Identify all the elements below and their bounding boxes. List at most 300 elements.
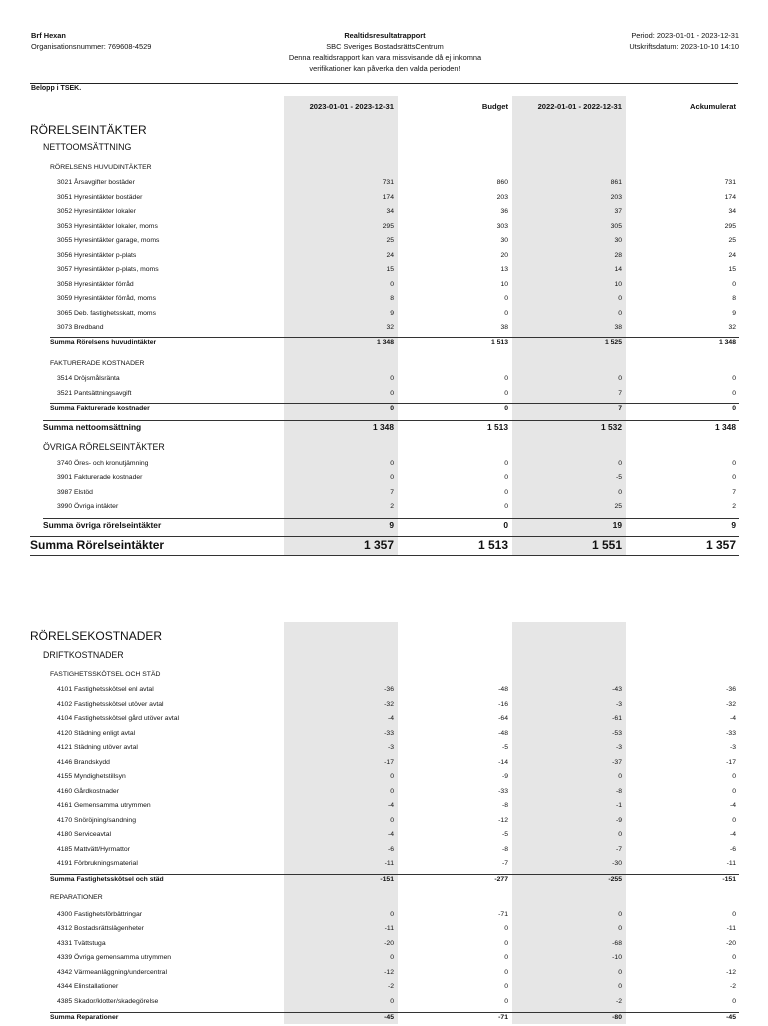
cell-prior-period: 0 (618, 489, 622, 496)
subtotal-divider (43, 420, 739, 421)
cell-current-period: 8 (390, 295, 394, 302)
row-label: 3987 Elstöd (57, 489, 93, 496)
cell-current-period: 0 (390, 390, 394, 397)
cell-accumulated: 1 348 (718, 339, 736, 346)
cell-current-period: 0 (390, 817, 394, 824)
cell-accumulated: -11 (726, 925, 736, 932)
cell-current-period: 1 348 (373, 422, 394, 432)
row-label: 4331 Tvättstuga (57, 940, 106, 947)
cell-accumulated: 9 (731, 520, 736, 530)
cell-budget: 1 513 (477, 538, 508, 552)
section-heading-rorelsekostnader (0, 629, 768, 641)
line-item-3987-elstod (0, 489, 768, 501)
line-item-4300-fastighetsforbattringar (0, 911, 768, 923)
cell-current-period: 0 (390, 375, 394, 382)
cell-budget: 0 (504, 460, 508, 467)
line-item-3514-drojsmalsranta (0, 375, 768, 387)
cell-budget: 0 (504, 503, 508, 510)
subtotal-divider (30, 555, 739, 556)
cell-budget: -64 (498, 715, 508, 722)
cell-accumulated: 1 357 (705, 538, 736, 552)
row-label: 3065 Deb. fastighetsskatt, moms (57, 310, 156, 317)
cell-budget: -48 (498, 686, 508, 693)
section-heading-driftkostnader (0, 650, 768, 662)
cell-prior-period: -37 (612, 759, 622, 766)
cell-current-period: -4 (387, 802, 394, 809)
line-item-4146-brandskydd (0, 759, 768, 771)
cell-accumulated: 0 (732, 998, 736, 1005)
cell-budget: 20 (500, 252, 508, 259)
column-header-accumulated: Ackumulerat (689, 102, 736, 111)
subtotal-row-summa-fakturerade-kostnader (0, 405, 768, 417)
cell-current-period: 0 (390, 773, 394, 780)
cell-budget: 860 (496, 179, 508, 186)
row-label: FASTIGHETSSKÖTSEL OCH STÄD (50, 671, 161, 678)
line-item-3053-hyresintakter-lokaler-moms (0, 223, 768, 235)
report-provider: SBC Sveriges BostadsrättsCentrum (326, 42, 444, 51)
row-label: 4120 Städning enligt avtal (57, 730, 136, 737)
cell-prior-period: -53 (612, 730, 622, 737)
cell-accumulated: 9 (732, 310, 736, 317)
cell-current-period: -11 (384, 860, 394, 867)
cell-budget: 13 (500, 266, 508, 273)
line-item-3073-bredband (0, 324, 768, 336)
cell-accumulated: 1 348 (715, 422, 736, 432)
cell-budget: 0 (504, 405, 508, 412)
cell-prior-period: -30 (612, 860, 622, 867)
row-label: ÖVRIGA RÖRELSEINTÄKTER (43, 442, 165, 452)
row-label: 4185 Mattvätt/Hyrmattor (57, 846, 130, 853)
cell-budget: -16 (498, 701, 508, 708)
cell-budget: 203 (496, 194, 508, 201)
cell-budget: 0 (504, 983, 508, 990)
line-item-4339-ovriga-gemensamma-utrymmen (0, 954, 768, 966)
cell-prior-period: 0 (618, 460, 622, 467)
cell-accumulated: 0 (732, 788, 736, 795)
cell-prior-period: 0 (618, 969, 622, 976)
line-item-3021-arsavgifter-bostader (0, 179, 768, 191)
line-item-3058-hyresintakter-forrad (0, 281, 768, 293)
report-disclaimer-line2: verifikationer kan påverka den valda perioden! (309, 64, 461, 73)
cell-prior-period: 0 (618, 831, 622, 838)
cell-prior-period: 28 (614, 252, 622, 259)
subtotal-divider (50, 1012, 739, 1013)
row-label: Summa Rörelsens huvudintäkter (50, 339, 157, 346)
line-item-4160-gardkostnader (0, 788, 768, 800)
company-name: Brf Hexan (31, 31, 66, 40)
cell-budget: -8 (501, 846, 508, 853)
cell-prior-period: -7 (615, 846, 622, 853)
row-label: 4385 Skador/klotter/skadegörelse (57, 998, 159, 1005)
row-label: Summa nettoomsättning (43, 422, 142, 432)
row-label: 3053 Hyresintäkter lokaler, moms (57, 223, 158, 230)
line-item-3901-fakturerade-kostnader (0, 474, 768, 486)
cell-prior-period: -80 (612, 1014, 622, 1021)
cell-current-period: 9 (389, 520, 394, 530)
cell-accumulated: -4 (729, 831, 736, 838)
cell-accumulated: -32 (726, 701, 736, 708)
cell-prior-period: 30 (614, 237, 622, 244)
cell-current-period: -32 (384, 701, 394, 708)
subtotal-row-summa-rorelseintakter (0, 538, 768, 550)
line-item-4102-fastighetsskotsel-utover-avtal (0, 701, 768, 713)
cell-prior-period: 38 (614, 324, 622, 331)
column-header-current-period: 2023-01-01 - 2023-12-31 (309, 102, 394, 111)
print-date: Utskriftsdatum: 2023-10-10 14:10 (629, 42, 739, 51)
row-label: Summa Fastighetsskötsel och städ (50, 876, 164, 883)
period-info (629, 30, 739, 52)
row-label: RÖRELSEINTÄKTER (30, 123, 147, 137)
cell-prior-period: -5 (615, 474, 622, 481)
row-label: 4160 Gårdkostnader (57, 788, 119, 795)
section-heading-rorelsens-huvudintakter (0, 164, 768, 176)
row-label: 3901 Fakturerade kostnader (57, 474, 143, 481)
cell-accumulated: -2 (729, 983, 736, 990)
row-label: 3056 Hyresintäkter p-plats (57, 252, 137, 259)
row-label: 4180 Serviceavtal (57, 831, 112, 838)
cell-accumulated: 0 (732, 954, 736, 961)
subtotal-divider (43, 518, 739, 519)
org-number: Organisationsnummer: 769608-4529 (31, 42, 152, 51)
report-disclaimer-line1: Denna realtidsrapport kan vara missvisande då ej inkomna (288, 53, 482, 62)
cell-prior-period: 14 (614, 266, 622, 273)
cell-budget: -12 (498, 817, 508, 824)
cell-current-period: 9 (390, 310, 394, 317)
line-item-4185-mattvatt-hyrmattor (0, 846, 768, 858)
cell-accumulated: -45 (726, 1014, 736, 1021)
row-label: 4300 Fastighetsförbättringar (57, 911, 143, 918)
cell-budget: -33 (498, 788, 508, 795)
cell-accumulated: 15 (728, 266, 736, 273)
cell-budget: 0 (504, 390, 508, 397)
cell-accumulated: 295 (724, 223, 736, 230)
row-label: 3073 Bredband (57, 324, 104, 331)
cell-prior-period: -255 (608, 876, 622, 883)
cell-budget: -71 (498, 911, 508, 918)
line-item-4385-skador-klotter-skadegorelse (0, 998, 768, 1010)
cell-accumulated: 0 (732, 405, 736, 412)
cell-budget: 0 (504, 489, 508, 496)
header-divider (30, 83, 738, 84)
row-label: 3059 Hyresintäkter förråd, moms (57, 295, 156, 302)
subtotal-row-summa-rorelsens-huvudintakter (0, 339, 768, 351)
cell-current-period: -36 (384, 686, 394, 693)
cell-current-period: -3 (387, 744, 394, 751)
cell-prior-period: 1 551 (591, 538, 622, 552)
line-item-4344-elinstallationer (0, 983, 768, 995)
line-item-4155-myndighetstillsyn (0, 773, 768, 785)
cell-budget: -5 (501, 831, 508, 838)
cell-prior-period: 1 525 (604, 339, 622, 346)
line-item-4121-stadning-utover-avtal (0, 744, 768, 756)
cell-budget: -14 (498, 759, 508, 766)
cell-prior-period: 19 (612, 520, 622, 530)
cell-accumulated: 24 (728, 252, 736, 259)
cell-prior-period: -2 (615, 998, 622, 1005)
cell-current-period: 174 (382, 194, 394, 201)
cell-current-period: -4 (387, 831, 394, 838)
cell-accumulated: 0 (732, 911, 736, 918)
subtotal-divider (30, 536, 739, 537)
row-label: 3051 Hyresintäkter bostäder (57, 194, 143, 201)
cell-budget: -277 (494, 876, 508, 883)
line-item-4331-tvattstuga (0, 940, 768, 952)
cell-current-period: 0 (390, 998, 394, 1005)
cell-current-period: -12 (384, 969, 394, 976)
row-label: 3057 Hyresintäkter p-plats, moms (57, 266, 159, 273)
cell-current-period: -33 (384, 730, 394, 737)
line-item-3051-hyresintakter-bostader (0, 194, 768, 206)
row-label: NETTOOMSÄTTNING (43, 142, 132, 152)
cell-accumulated: 25 (728, 237, 736, 244)
row-label: RÖRELSEKOSTNADER (30, 629, 163, 643)
line-item-3057-hyresintakter-p-plats-moms (0, 266, 768, 278)
cell-budget: 0 (504, 474, 508, 481)
row-label: 4312 Bostadsrättslägenheter (57, 925, 144, 932)
row-label: 4104 Fastighetsskötsel gård utöver avtal (57, 715, 180, 722)
cell-prior-period: -43 (612, 686, 622, 693)
row-label: 4170 Snöröjning/sandning (57, 817, 136, 824)
cell-prior-period: 0 (618, 295, 622, 302)
row-label: REPARATIONER (50, 894, 103, 901)
cell-budget: 0 (504, 310, 508, 317)
cell-accumulated: -4 (729, 715, 736, 722)
currency-note: Belopp i TSEK. (31, 85, 82, 92)
cell-current-period: 0 (390, 281, 394, 288)
row-label: Summa Rörelseintäkter (30, 538, 165, 552)
line-item-3740-ores-och-kronutjamning (0, 460, 768, 472)
cell-accumulated: -151 (722, 876, 736, 883)
cell-accumulated: -4 (729, 802, 736, 809)
line-item-3065-deb-fastighetsskatt-moms (0, 310, 768, 322)
cell-prior-period: 0 (618, 310, 622, 317)
row-label: 4102 Fastighetsskötsel utöver avtal (57, 701, 164, 708)
section-heading-reparationer (0, 894, 768, 906)
cell-accumulated: 731 (724, 179, 736, 186)
row-label: 4121 Städning utöver avtal (57, 744, 138, 751)
cell-prior-period: -3 (615, 701, 622, 708)
section-heading-fakturerade-kostnader (0, 360, 768, 372)
cell-current-period: -6 (387, 846, 394, 853)
row-label: 4161 Gemensamma utrymmen (57, 802, 151, 809)
cell-accumulated: 2 (732, 503, 736, 510)
cell-current-period: 0 (390, 474, 394, 481)
cell-accumulated: 7 (732, 489, 736, 496)
cell-prior-period: 7 (618, 390, 622, 397)
column-header-budget: Budget (481, 102, 508, 111)
row-label: 3055 Hyresintäkter garage, moms (57, 237, 160, 244)
cell-current-period: 0 (390, 460, 394, 467)
cell-prior-period: 1 532 (601, 422, 622, 432)
line-item-4180-serviceavtal (0, 831, 768, 843)
line-item-4170-snorojning-sandning (0, 817, 768, 829)
subtotal-divider (50, 403, 739, 404)
cell-current-period: 1 357 (363, 538, 394, 552)
cell-accumulated: 0 (732, 281, 736, 288)
row-label: 4191 Förbrukningsmaterial (57, 860, 138, 867)
cell-current-period: 32 (386, 324, 394, 331)
row-label: 4146 Brandskydd (57, 759, 110, 766)
cell-budget: 0 (504, 925, 508, 932)
cell-accumulated: -12 (726, 969, 736, 976)
cell-budget: -5 (501, 744, 508, 751)
cell-current-period: 0 (390, 405, 394, 412)
cell-current-period: 15 (386, 266, 394, 273)
line-item-3056-hyresintakter-p-plats (0, 252, 768, 264)
row-label: 3052 Hyresintäkter lokaler (57, 208, 136, 215)
section-heading-nettoomsattning (0, 142, 768, 154)
cell-accumulated: -20 (726, 940, 736, 947)
cell-budget: 0 (504, 375, 508, 382)
row-label: 3514 Dröjsmålsränta (57, 375, 120, 382)
row-label: Summa övriga rörelseintäkter (43, 520, 162, 530)
cell-accumulated: -3 (729, 744, 736, 751)
line-item-3521-pantsattningsavgift (0, 390, 768, 402)
row-label: 4155 Myndighetstillsyn (57, 773, 126, 780)
cell-accumulated: 0 (732, 817, 736, 824)
cell-budget: 0 (504, 998, 508, 1005)
cell-budget: -9 (501, 773, 508, 780)
cell-current-period: 24 (386, 252, 394, 259)
row-label: 4339 Övriga gemensamma utrymmen (57, 954, 172, 961)
cell-prior-period: 305 (610, 223, 622, 230)
cell-current-period: 295 (382, 223, 394, 230)
cell-current-period: 7 (390, 489, 394, 496)
row-label: 3990 Övriga intäkter (57, 503, 119, 510)
line-item-4342-varmeanlaggning-undercentral (0, 969, 768, 981)
cell-prior-period: -61 (612, 715, 622, 722)
line-item-3055-hyresintakter-garage-moms (0, 237, 768, 249)
cell-accumulated: 0 (732, 375, 736, 382)
line-item-4191-forbrukningsmaterial (0, 860, 768, 872)
cell-current-period: 25 (386, 237, 394, 244)
row-label: 4101 Fastighetsskötsel enl avtal (57, 686, 154, 693)
subtotal-divider (50, 874, 739, 875)
cell-current-period: -45 (384, 1014, 394, 1021)
line-item-4120-stadning-enligt-avtal (0, 730, 768, 742)
row-label: 3058 Hyresintäkter förråd (57, 281, 134, 288)
line-item-3990-ovriga-intakter (0, 503, 768, 515)
cell-budget: 38 (500, 324, 508, 331)
line-item-4161-gemensamma-utrymmen (0, 802, 768, 814)
cell-accumulated: -33 (726, 730, 736, 737)
cell-budget: 1 513 (490, 339, 508, 346)
line-item-3052-hyresintakter-lokaler (0, 208, 768, 220)
cell-accumulated: 0 (732, 773, 736, 780)
row-label: FAKTURERADE KOSTNADER (50, 360, 145, 367)
section-heading-fastighetsskotsel-och-stad (0, 671, 768, 683)
cell-current-period: 731 (382, 179, 394, 186)
cell-prior-period: -1 (615, 802, 622, 809)
row-label: Summa Fakturerade kostnader (50, 405, 150, 412)
cell-current-period: -4 (387, 715, 394, 722)
cell-prior-period: -3 (615, 744, 622, 751)
cell-prior-period: 861 (610, 179, 622, 186)
cell-budget: 0 (504, 954, 508, 961)
row-label: 3521 Pantsättningsavgift (57, 390, 132, 397)
cell-prior-period: 0 (618, 911, 622, 918)
row-label: RÖRELSENS HUVUDINTÄKTER (50, 164, 152, 171)
cell-accumulated: 0 (732, 390, 736, 397)
cell-current-period: -11 (384, 925, 394, 932)
cell-accumulated: -11 (726, 860, 736, 867)
cell-prior-period: 0 (618, 983, 622, 990)
cell-budget: 0 (504, 295, 508, 302)
cell-budget: 0 (503, 520, 508, 530)
cell-prior-period: 0 (618, 773, 622, 780)
cell-prior-period: -9 (615, 817, 622, 824)
cell-accumulated: 8 (732, 295, 736, 302)
cell-prior-period: 10 (614, 281, 622, 288)
line-item-4101-fastighetsskotsel-enl-avtal (0, 686, 768, 698)
cell-current-period: -151 (380, 876, 394, 883)
row-label: 4344 Elinstallationer (57, 983, 119, 990)
cell-budget: 30 (500, 237, 508, 244)
cell-accumulated: 34 (728, 208, 736, 215)
cell-budget: 0 (504, 969, 508, 976)
cell-budget: 36 (500, 208, 508, 215)
subtotal-row-summa-reparationer (0, 1014, 768, 1026)
cell-prior-period: -8 (615, 788, 622, 795)
cell-accumulated: -6 (729, 846, 736, 853)
cell-current-period: 0 (390, 911, 394, 918)
section-heading-ovriga-rorelseintakter (0, 442, 768, 454)
cell-budget: -7 (501, 860, 508, 867)
cell-accumulated: 174 (724, 194, 736, 201)
cell-budget: -8 (501, 802, 508, 809)
cell-accumulated: -17 (726, 759, 736, 766)
cell-current-period: 0 (390, 954, 394, 961)
subtotal-row-summa-fastighetsskotsel-och-stad (0, 876, 768, 888)
cell-accumulated: 0 (732, 460, 736, 467)
report-title-block (260, 30, 510, 74)
cell-prior-period: -10 (612, 954, 622, 961)
cell-budget: 303 (496, 223, 508, 230)
subtotal-row-summa-nettoomsattning (0, 422, 768, 434)
cell-prior-period: 37 (614, 208, 622, 215)
row-label: 4342 Värmeanläggning/undercentral (57, 969, 167, 976)
section-heading-rorelseintakter (0, 123, 768, 135)
company-info (31, 30, 151, 52)
report-period: Period: 2023-01-01 - 2023-12-31 (631, 31, 739, 40)
row-label: 3740 Öres- och kronutjämning (57, 460, 149, 467)
cell-budget: 1 513 (487, 422, 508, 432)
cell-accumulated: -36 (726, 686, 736, 693)
cell-accumulated: 32 (728, 324, 736, 331)
row-label: DRIFTKOSTNADER (43, 650, 124, 660)
line-item-4104-fastighetsskotsel-gard-utover-avtal (0, 715, 768, 727)
line-item-3059-hyresintakter-forrad-moms (0, 295, 768, 307)
cell-prior-period: 0 (618, 375, 622, 382)
cell-prior-period: -68 (612, 940, 622, 947)
subtotal-row-summa-ovriga-rorelseintakter (0, 520, 768, 532)
cell-budget: -48 (498, 730, 508, 737)
column-header-prior-period: 2022-01-01 - 2022-12-31 (537, 102, 622, 111)
row-label: 3021 Årsavgifter bostäder (57, 179, 135, 186)
subtotal-divider (50, 337, 739, 338)
cell-current-period: 0 (390, 788, 394, 795)
cell-accumulated: 0 (732, 474, 736, 481)
row-label: Summa Reparationer (50, 1014, 119, 1021)
cell-prior-period: 0 (618, 925, 622, 932)
cell-budget: 0 (504, 940, 508, 947)
cell-current-period: -2 (387, 983, 394, 990)
cell-current-period: 34 (386, 208, 394, 215)
cell-current-period: 1 348 (376, 339, 394, 346)
cell-prior-period: 7 (618, 405, 622, 412)
cell-current-period: -17 (384, 759, 394, 766)
report-title: Realtidsresultatrapport (344, 31, 426, 40)
